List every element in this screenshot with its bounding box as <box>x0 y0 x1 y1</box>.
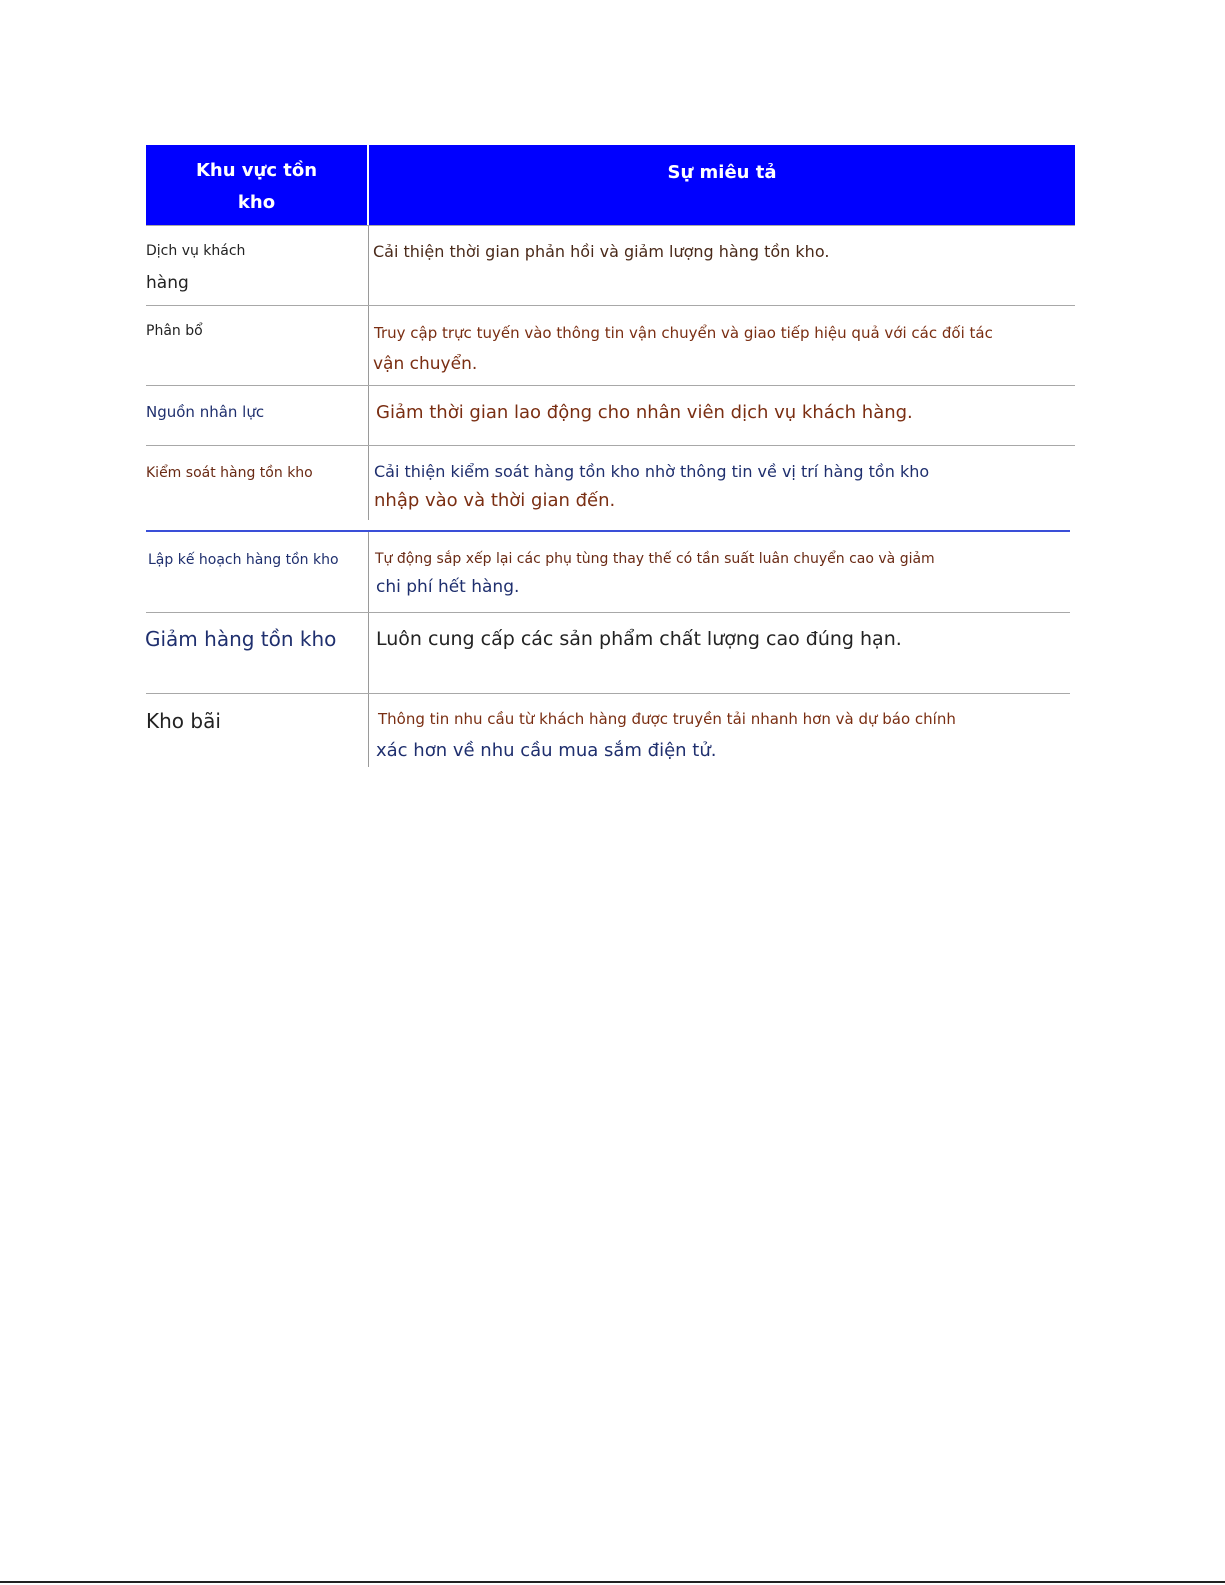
row-description-line1: Luôn cung cấp các sản phẩm chất lượng cao đúng hạn. <box>376 628 902 650</box>
row-area-line1: Nguồn nhân lực <box>146 403 265 421</box>
header-area-line2: kho <box>237 192 276 213</box>
row-area-line1: Kho bãi <box>146 709 221 733</box>
column-divider <box>368 225 369 520</box>
row-area-line1: Lập kế hoạch hàng tồn kho <box>148 552 339 568</box>
row-divider <box>146 612 1070 613</box>
header-cell-description <box>369 145 1075 225</box>
row-area-line2: hàng <box>146 273 189 293</box>
row-divider <box>146 385 1075 386</box>
row-area-line1: Kiểm soát hàng tồn kho <box>146 465 313 481</box>
row-description-line1: Thông tin nhu cầu từ khách hàng được truyền tải nhanh hơn và dự báo chính <box>378 710 956 728</box>
row-description-line1: Cải thiện kiểm soát hàng tồn kho nhờ thông tin về vị trí hàng tồn kho <box>374 462 930 481</box>
header-description-label: Sự miêu tả <box>667 162 777 183</box>
row-divider <box>146 530 1070 532</box>
row-description-line1: Giảm thời gian lao động cho nhân viên dịch vụ khách hàng. <box>376 402 913 423</box>
row-divider <box>146 693 1070 694</box>
row-description-line2: vận chuyển. <box>373 354 478 374</box>
row-description-line2: nhập vào và thời gian đến. <box>374 490 616 511</box>
header-area-line1: Khu vực tồn <box>195 160 318 181</box>
column-divider <box>368 532 369 767</box>
row-description-line2: chi phí hết hàng. <box>376 577 520 597</box>
row-divider <box>146 225 1075 226</box>
row-description-line1: Tự động sắp xếp lại các phụ tùng thay thế có tần suất luân chuyển cao và giảm <box>375 551 935 567</box>
row-description-line2: xác hơn về nhu cầu mua sắm điện tử. <box>376 740 717 761</box>
row-area-line1: Dịch vụ khách <box>146 243 246 259</box>
header-cell-area <box>146 145 367 225</box>
row-description-line1: Truy cập trực tuyến vào thông tin vận chuyển và giao tiếp hiệu quả với các đối tác <box>374 324 993 342</box>
page-bottom-border <box>0 1581 1225 1583</box>
row-description-line1: Cải thiện thời gian phản hồi và giảm lượng hàng tồn kho. <box>373 242 830 261</box>
row-area-line1: Phân bổ <box>146 323 203 339</box>
row-divider <box>146 305 1075 306</box>
row-divider <box>146 445 1075 446</box>
row-area-line1: Giảm hàng tồn kho <box>145 627 337 651</box>
